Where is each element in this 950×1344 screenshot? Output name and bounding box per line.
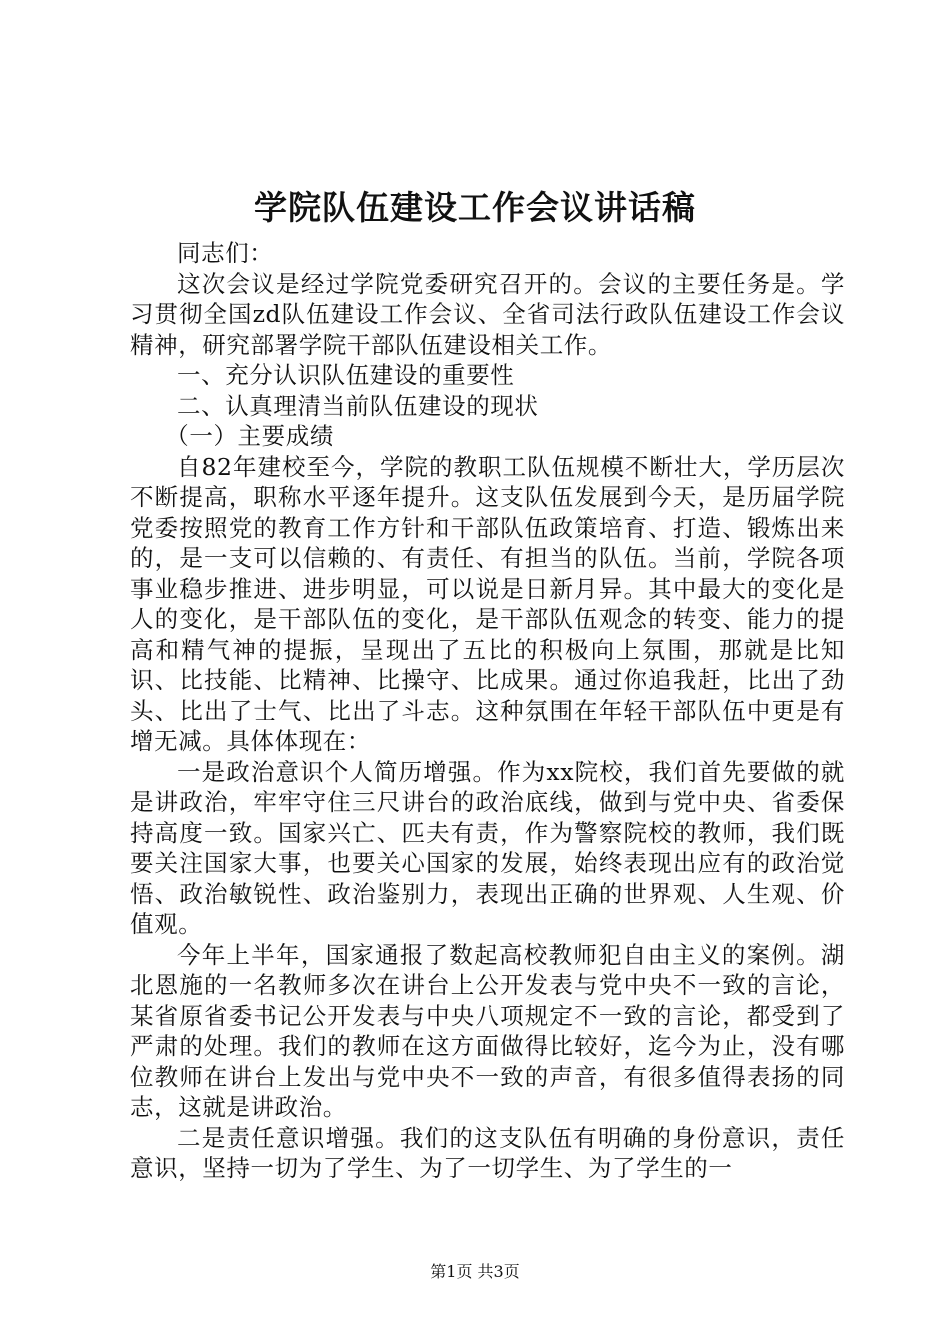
salutation: 同志们： (177, 239, 274, 267)
section-heading-1: 一、充分认识队伍建设的重要性 (177, 361, 515, 389)
section-heading-2: 二、认真理清当前队伍建设的现状 (177, 391, 539, 420)
page-number-footer: 第1页 共3页 (430, 1262, 520, 1281)
paragraph-political-awareness: 一是政治意识个人简历增强。作为xx院校，我们首先要做的就是讲政治，牢牢守住三尺讲台的政治底线，做到与党中央、省委保持高度一致。国家兴亡、匹夫有责，作为警察院校的教师，我们既要关注国家大事，也要关心国家的发展，始终表现出应有的政治觉悟、政治敏锐性、政治鉴别力，表现出正确的世界观、人生观、价值观。 (130, 757, 845, 938)
subsection-heading-1: （一）主要成绩 (165, 422, 334, 450)
paragraph-responsibility: 二是责任意识增强。我们的这支队伍有明确的身份意识，责任意识，坚持一切为了学生、为了一切学生、为了学生的一 (130, 1123, 845, 1182)
document-title: 学院队伍建设工作会议讲话稿 (254, 188, 696, 227)
document-body (130, 238, 845, 1184)
paragraph-intro: 这次会议是经过学院党委研究召开的。会议的主要任务是。学习贯彻全国zd队伍建设工作会议、全省司法行政队伍建设工作会议精神，研究部署学院干部队伍建设相关工作。 (130, 269, 845, 359)
paragraph-cases: 今年上半年，国家通报了数起高校教师犯自由主义的案例。湖北恩施的一名教师多次在讲台上公开发表与党中央不一致的言论，某省原省委书记公开发表与中央八项规定不一致的言论，都受到了严肃的处理。我们的教师在这方面做得比较好，迄今为止，没有哪位教师在讲台上发出与党中央不一致的声音，有很多值得表扬的同志，这就是讲政治。 (130, 940, 845, 1121)
paragraph-achievements: 自82年建校至今，学院的教职工队伍规模不断壮大，学历层次不断提高，职称水平逐年提升。这支队伍发展到今天，是历届学院党委按照党的教育工作方针和干部队伍政策培育、打造、锻炼出来的，是一支可以信赖的、有责任、有担当的队伍。当前，学院各项事业稳步推进、进步明显，可以说是日新月异。其中最大的变化是人的变化，是干部队伍的变化，是干部队伍观念的转变、能力的提高和精气神的提振，呈现出了五比的积极向上氛围，那就是比知识、比技能、比精神、比操守、比成果。通过你追我赶，比出了劲头、比出了士气、比出了斗志。这种氛围在年轻干部队伍中更是有增无减。具体体现在： (130, 452, 845, 755)
